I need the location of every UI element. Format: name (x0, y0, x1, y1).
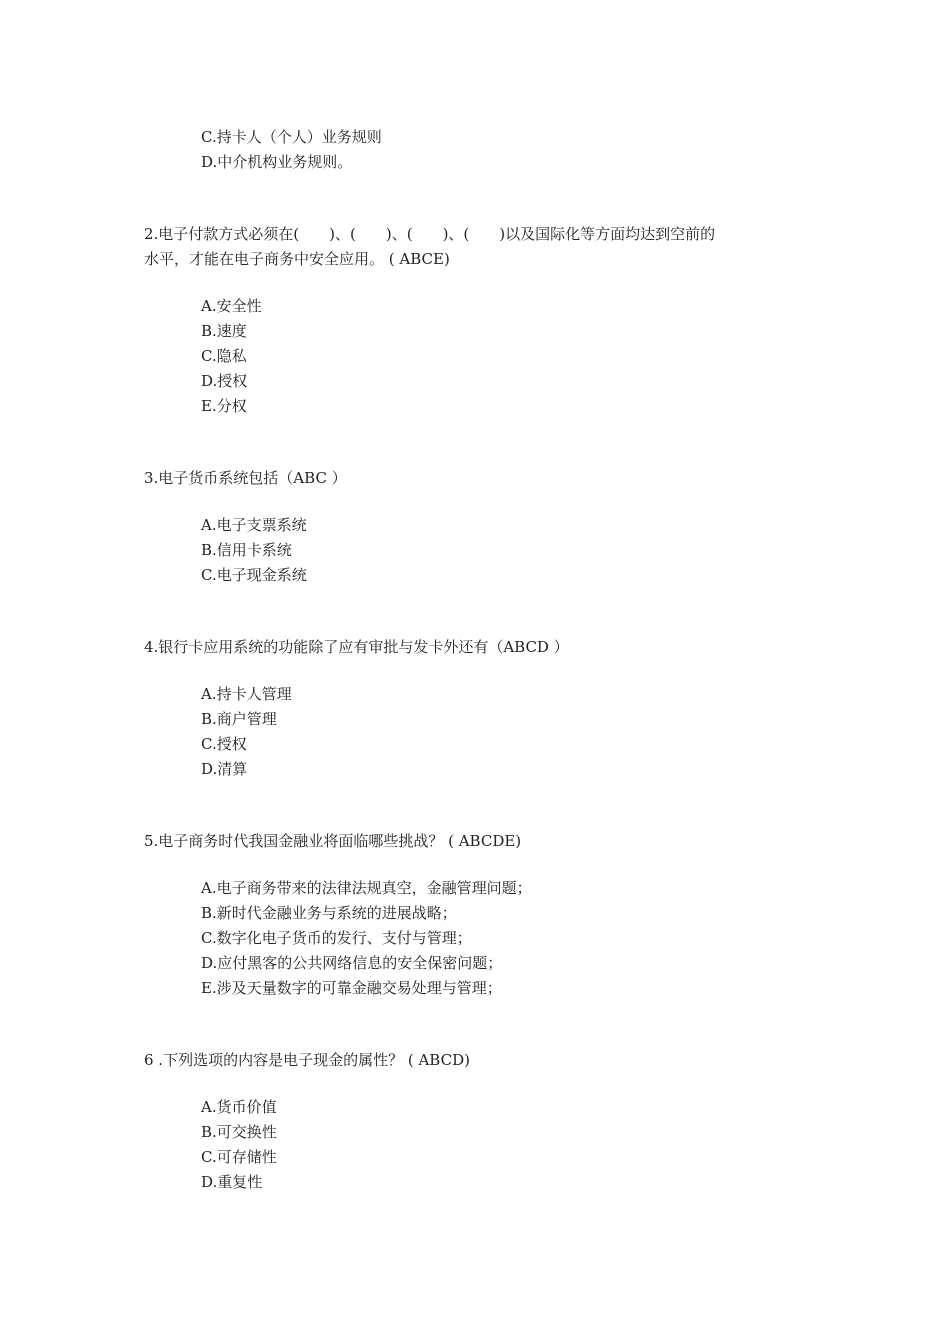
option-item: A.电子商务带来的法律法规真空，金融管理问题； (201, 879, 532, 897)
question-3-text: 3.电子货币系统包括（ABC ） (144, 469, 347, 487)
option-item: B.新时代金融业务与系统的进展战略； (201, 904, 457, 922)
option-item: D.应付黑客的公共网络信息的安全保密问题； (201, 954, 503, 972)
option-item: D.清算 (201, 760, 248, 778)
option-item: B.商户管理 (201, 710, 277, 728)
option-item: B.信用卡系统 (201, 541, 292, 559)
option-item: C.隐私 (201, 347, 247, 365)
option-item: C.可存储性 (201, 1148, 277, 1166)
question-2-text-continued: 水平，才能在电子商务中安全应用。 ( ABCE) (144, 250, 450, 268)
question-2-text: 2.电子付款方式必须在( )、( )、( )、( )以及国际化等方面均达到空前的 (144, 225, 716, 243)
option-item: D.中介机构业务规则。 (201, 153, 353, 171)
question-5-text: 5.电子商务时代我国金融业将面临哪些挑战？ ( ABCDE) (144, 832, 522, 850)
question-4-text: 4.银行卡应用系统的功能除了应有审批与发卡外还有（ABCD ） (144, 638, 569, 656)
option-item: A.电子支票系统 (201, 516, 307, 534)
option-item: E.涉及天量数字的可靠金融交易处理与管理； (201, 979, 502, 997)
option-item: A.持卡人管理 (201, 685, 292, 703)
option-item: D.重复性 (201, 1173, 263, 1191)
option-item: C.电子现金系统 (201, 566, 307, 584)
option-item: D.授权 (201, 372, 248, 390)
option-item: E.分权 (201, 397, 247, 415)
option-item: B.可交换性 (201, 1123, 277, 1141)
option-item: A.安全性 (201, 297, 262, 315)
option-item: A.货币价值 (201, 1098, 277, 1116)
option-item: C.持卡人（个人）业务规则 (201, 128, 382, 146)
option-item: C.数字化电子货币的发行、支付与管理； (201, 929, 472, 947)
question-6-text: 6 .下列选项的内容是电子现金的属性？ ( ABCD) (144, 1051, 470, 1069)
option-item: C.授权 (201, 735, 247, 753)
option-item: B.速度 (201, 322, 247, 340)
